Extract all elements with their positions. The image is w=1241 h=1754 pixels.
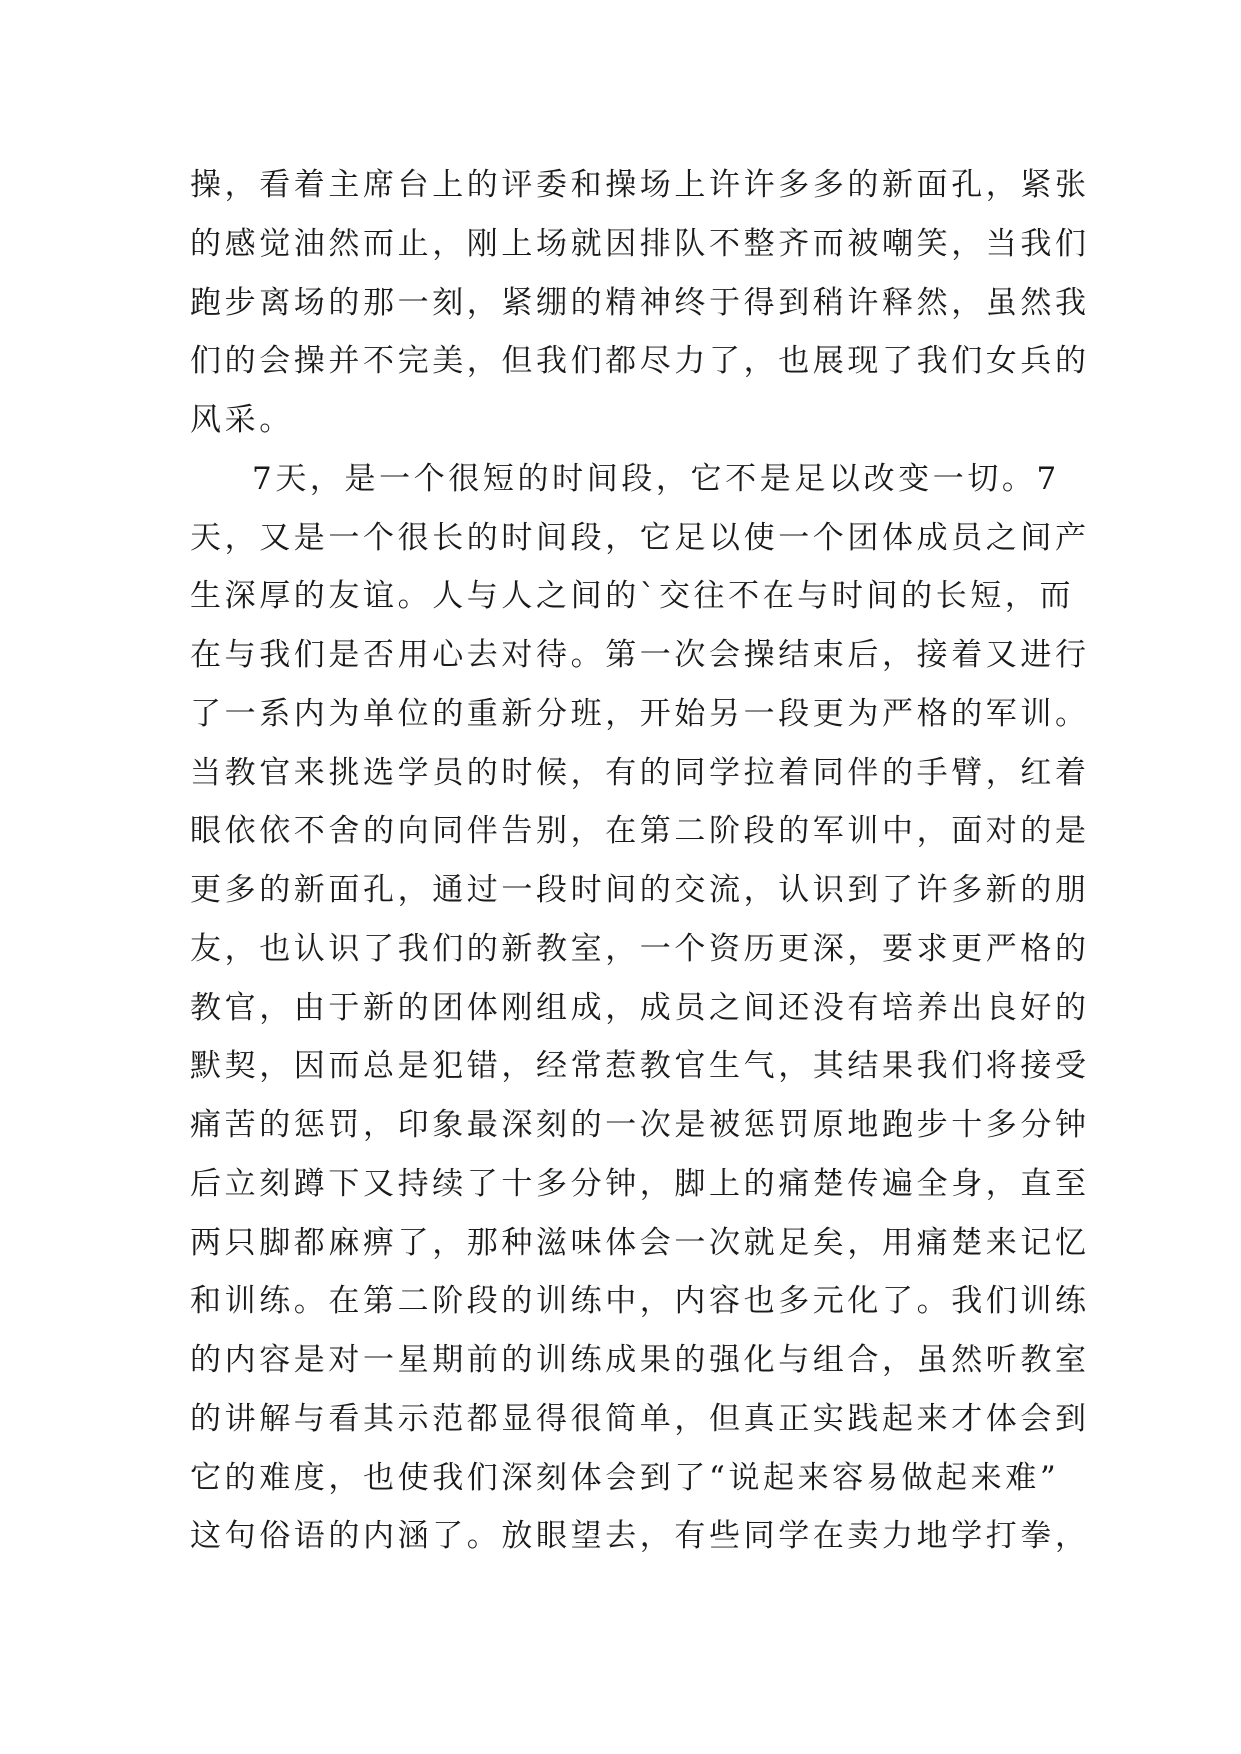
body-text (190, 156, 1090, 1566)
text-line: 们的会操并不完美，但我们都尽力了，也展现了我们女兵的 (190, 343, 1090, 380)
text-line: 天，又是一个很长的时间段，它足以使一个团体成员之间产 (190, 519, 1090, 556)
text-line: 的内容是对一星期前的训练成果的强化与组合，虽然听教室 (190, 1342, 1090, 1378)
text-line: 后立刻蹲下又持续了十多分钟，脚上的痛楚传遍全身，直至 (190, 1165, 1090, 1202)
text-line: 了一系内为单位的重新分班，开始另一段更为严格的军训。 (190, 695, 1090, 732)
text-line: 的感觉油然而止，刚上场就因排队不整齐而被嘲笑，当我们 (190, 225, 1090, 262)
text-line: 教官，由于新的团体刚组成，成员之间还没有培养出良好的 (190, 989, 1090, 1026)
text-line: 眼依依不舍的向同伴告别，在第二阶段的军训中，面对的是 (190, 813, 1090, 850)
text-line: 当教官来挑选学员的时候，有的同学拉着同伴的手臂，红着 (190, 754, 1090, 791)
text-line: 更多的新面孔，通过一段时间的交流，认识到了许多新的朋 (190, 872, 1090, 908)
text-line: 风采。 (190, 402, 294, 438)
text-line: 的讲解与看其示范都显得很简单，但真正实践起来才体会到 (190, 1400, 1090, 1437)
text-line: 痛苦的惩罚，印象最深刻的一次是被惩罚原地跑步十多分钟 (190, 1107, 1090, 1143)
text-line: 和训练。在第二阶段的训练中，内容也多元化了。我们训练 (190, 1283, 1090, 1320)
text-line: 两只脚都麻痹了，那种滋味体会一次就足矣，用痛楚来记忆 (190, 1224, 1090, 1261)
text-line: 操，看着主席台上的评委和操场上许许多多的新面孔，紧张 (190, 167, 1090, 203)
text-line: 这句俗语的内涵了。放眼望去，有些同学在卖力地学打拳， (190, 1518, 1090, 1555)
paragraph-start-line: 7天，是一个很短的时间段，它不是足以改变一切。7 (252, 460, 1060, 497)
text-line: 默契，因而总是犯错，经常惹教官生气，其结果我们将接受 (190, 1048, 1090, 1085)
text-line: 友，也认识了我们的新教室，一个资历更深，要求更严格的 (190, 930, 1090, 967)
text-line: 在与我们是否用心去对待。第一次会操结束后，接着又进行 (190, 637, 1090, 673)
text-line: 跑步离场的那一刻，紧绷的精神终于得到稍许释然，虽然我 (190, 284, 1090, 321)
text-line: 生深厚的友谊。人与人之间的`交往不在与时间的长短，而 (190, 578, 1075, 615)
text-line: 它的难度，也使我们深刻体会到了“说起来容易做起来难” (190, 1459, 1060, 1496)
